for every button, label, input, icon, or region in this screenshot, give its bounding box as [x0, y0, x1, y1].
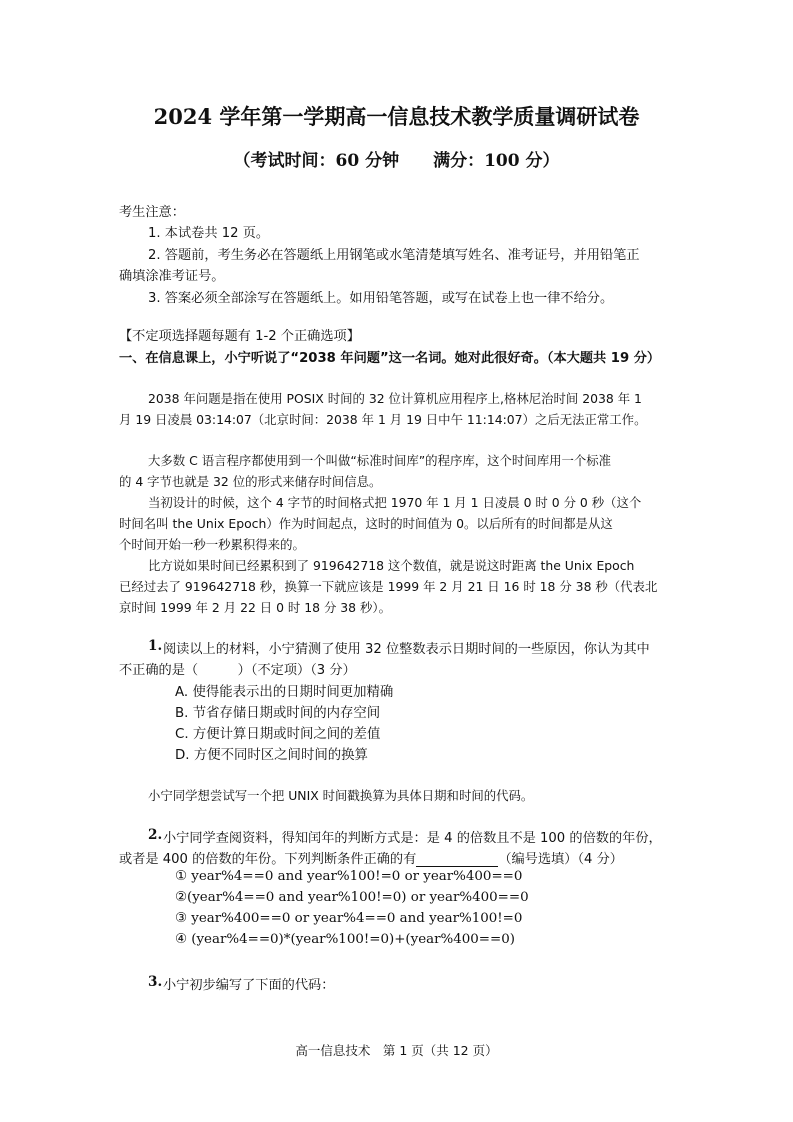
- condition-item: ③ year%400==0 or year%4==0 and year%100!=0: [175, 911, 523, 926]
- condition-item: ②(year%4==0 and year%100!=0) or year%400==0: [175, 890, 529, 905]
- option-b: B. 节省存储日期或时间的内存空间: [175, 706, 381, 721]
- condition-item: ④ (year%4==0)*(year%100!=0)+(year%400==0): [175, 932, 515, 947]
- question-text: 小宁初步编写了下面的代码：: [163, 978, 335, 993]
- question-number: 2.: [148, 827, 163, 843]
- passage-line: 大多数 C 语言程序都使用到一个叫做“标准时间库”的程序库，这个时间库用一个标准: [148, 453, 612, 468]
- condition-item: ① year%4==0 and year%100!=0 or year%400==0: [175, 869, 523, 884]
- question-text-part: （编号选填）（4 分）: [498, 852, 623, 867]
- option-c: C. 方便计算日期或时间之间的差值: [175, 727, 381, 742]
- passage-line: 月 19 日凌晨 03:14:07（北京时间：2038 年 1 月 19 日中午 11:14:07）之后无法正常工作。: [119, 412, 647, 427]
- passage-line: 京时间 1999 年 2 月 22 日 0 时 18 分 38 秒）。: [119, 600, 391, 615]
- answer-blank: [416, 852, 498, 867]
- question-text: 阅读以上的材料，小宁猜测了使用 32 位整数表示日期时间的一些原因，你认为其中: [163, 642, 650, 657]
- section-heading: 一、在信息课上，小宁听说了“2038 年问题”这一名词。她对此很好奇。（本大题共 19 分）: [119, 351, 661, 366]
- notice-item: 3. 答案必须全部涂写在答题纸上。如用铅笔答题，或写在试卷上也一律不给分。: [148, 291, 614, 306]
- passage-line: 已经过去了 919642718 秒，换算一下就应该是 1999 年 2 月 21 日 16 时 18 分 38 秒（代表北: [119, 579, 658, 594]
- passage-line: 的 4 字节也就是 32 位的形式来储存时间信息。: [119, 474, 382, 489]
- passage-line: 个时间开始一秒一秒累积得来的。: [119, 537, 305, 552]
- section-note: 【不定项选择题每题有 1-2 个正确选项】: [119, 329, 360, 344]
- question-text: 小宁同学查阅资料，得知闰年的判断方式是：是 4 的倍数且不是 100 的倍数的年份，: [163, 831, 662, 846]
- passage-line: 时间名叫 the Unix Epoch）作为时间起点，这时的时间值为 0。以后所有的时间都是从这: [119, 516, 613, 531]
- question-text-part: 或者是 400 的倍数的年份。下列判断条件正确的有: [119, 852, 417, 867]
- page-title: 2024 学年第一学期高一信息技术教学质量调研试卷: [153, 104, 640, 129]
- passage-line: 比方说如果时间已经累积到了 919642718 这个数值，就是说这时距离 the Unix Epoch: [148, 558, 635, 573]
- question-number: 3.: [148, 974, 163, 990]
- option-d: D. 方便不同时区之间时间的换算: [175, 748, 368, 763]
- question-text: [119, 848, 623, 867]
- question-text: 不正确的是（ ）（不定项）（3 分）: [119, 663, 356, 678]
- passage-line: 当初设计的时候，这个 4 字节的时间格式把 1970 年 1 月 1 日凌晨 0 时 0 分 0 秒（这个: [148, 495, 642, 510]
- notice-item: 确填涂准考证号。: [119, 269, 225, 284]
- notice-item: 1. 本试卷共 12 页。: [148, 226, 270, 241]
- question-number: 1.: [148, 638, 163, 654]
- intro-text: 小宁同学想尝试写一个把 UNIX 时间戳换算为具体日期和时间的代码。: [148, 788, 534, 803]
- page-footer: 高一信息技术 第 1 页（共 12 页）: [295, 1043, 498, 1058]
- notice-heading: 考生注意：: [119, 205, 185, 220]
- exam-info: （考试时间：60 分钟 满分：100 分）: [233, 151, 560, 171]
- option-a: A. 使得能表示出的日期时间更加精确: [175, 685, 394, 700]
- passage-line: 2038 年问题是指在使用 POSIX 时间的 32 位计算机应用程序上,格林尼治时间 2038 年 1: [148, 391, 642, 406]
- notice-item: 2. 答题前，考生务必在答题纸上用钢笔或水笔清楚填写姓名、准考证号，并用铅笔正: [148, 248, 640, 263]
